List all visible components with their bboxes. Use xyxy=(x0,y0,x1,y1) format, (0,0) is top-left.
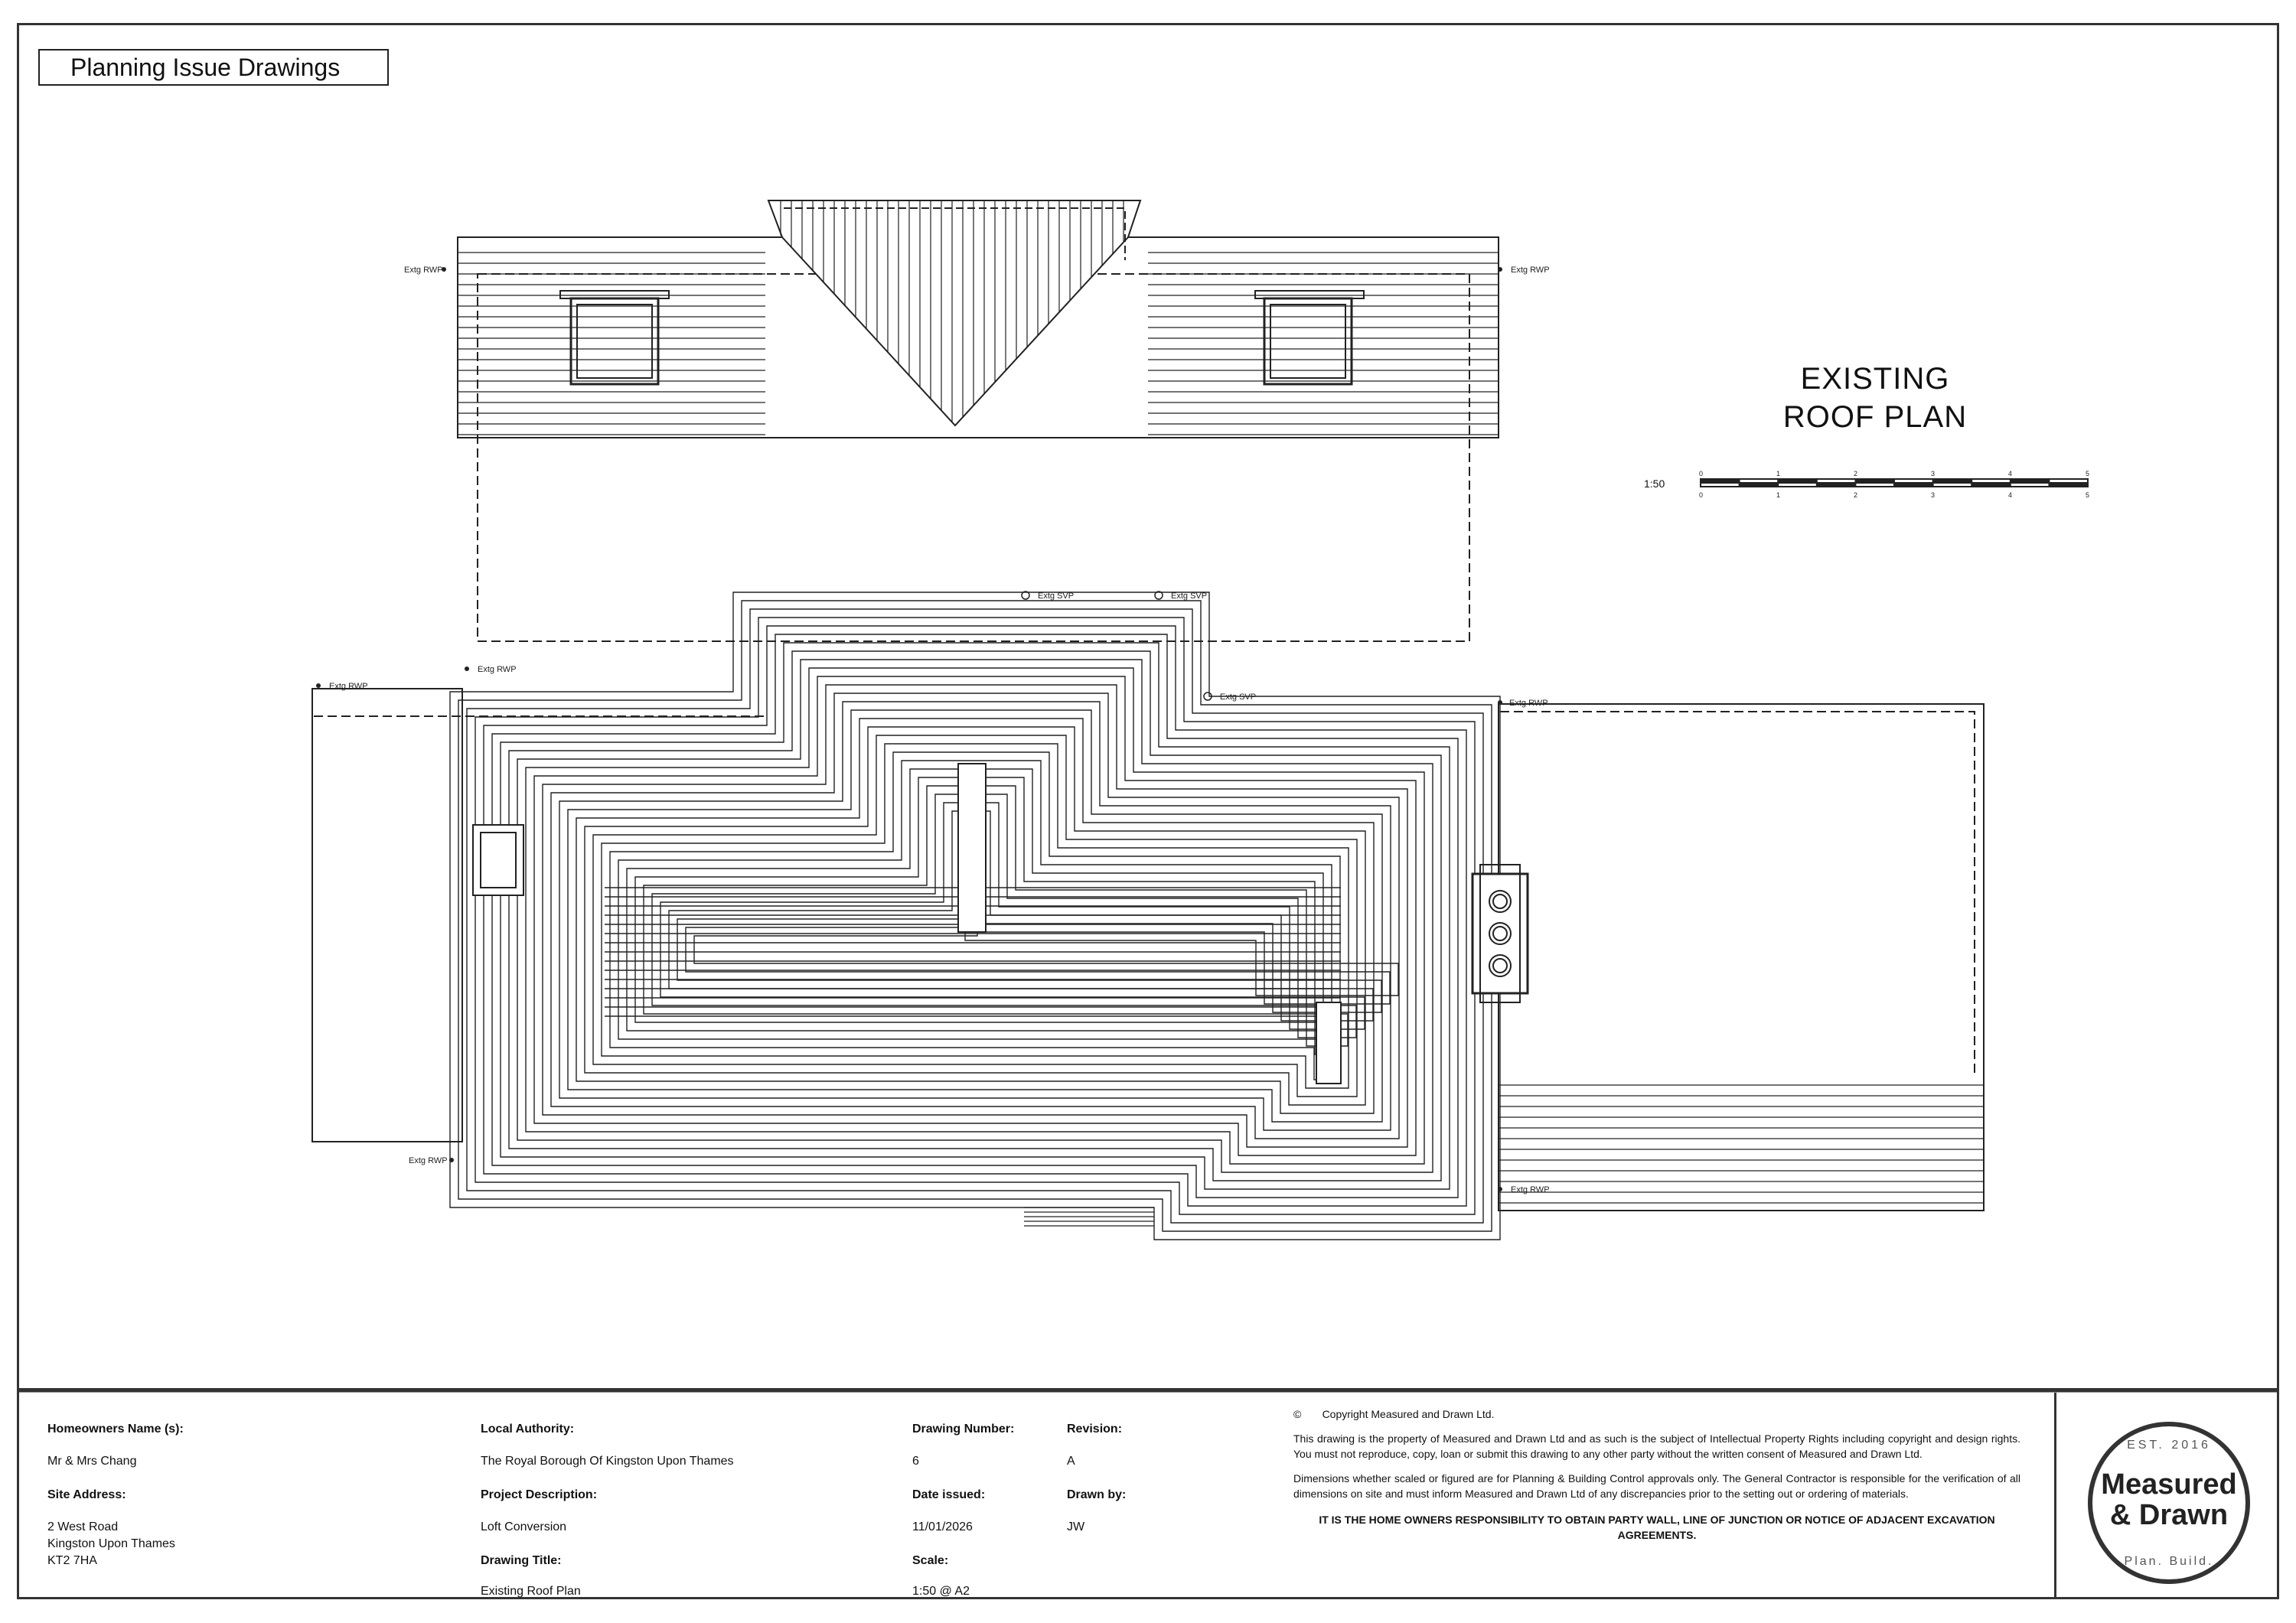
scale-tick-top: 2 xyxy=(1854,470,1858,477)
scale-tick-bottom: 0 xyxy=(1699,491,1704,499)
scale-field-label: Scale: xyxy=(912,1554,949,1567)
site-address-line-1: 2 West Road xyxy=(47,1520,119,1533)
revision-label: Revision: xyxy=(1067,1423,1123,1436)
rwp-label-1: Extg RWP xyxy=(404,266,443,275)
plan-title-line2: ROOF PLAN xyxy=(1782,400,1968,434)
scale-tick-bottom: 4 xyxy=(2008,491,2013,499)
drawing-title-label: Drawing Title: xyxy=(481,1554,562,1567)
property-notice: This drawing is the property of Measured and Drawn Ltd and as such is the subject of Intellectual Property Rights including copyright and design rights. You must not reproduce, copy, loan or submit this drawing to any other party without the written consent of Measured and Drawn Ltd. xyxy=(1293,1432,2020,1460)
site-address-line-2: Kingston Upon Thames xyxy=(47,1537,175,1550)
scale-tick-top: 5 xyxy=(2086,470,2090,477)
date-issued-value: 11/01/2026 xyxy=(912,1520,973,1533)
scale-tick-bottom: 1 xyxy=(1776,491,1781,499)
rwp-label-5: Extg RWP xyxy=(1509,699,1548,708)
site-address-label: Site Address: xyxy=(47,1488,126,1501)
drawn-by-label: Drawn by: xyxy=(1067,1488,1127,1501)
scale-tick-top: 1 xyxy=(1776,470,1781,477)
svp-label-1: Extg SVP xyxy=(1038,592,1075,601)
svp-label-2: Extg SVP xyxy=(1171,592,1208,601)
drawn-by-value: JW xyxy=(1067,1520,1085,1533)
scale-tick-top: 3 xyxy=(1931,470,1936,477)
site-address-line-3: KT2 7HA xyxy=(47,1554,97,1567)
scale-tick-bottom: 3 xyxy=(1931,491,1936,499)
rwp-label-3: Extg RWP xyxy=(329,682,368,691)
rwp-label-2: Extg RWP xyxy=(1511,266,1550,275)
project-description-label: Project Description: xyxy=(481,1488,598,1501)
homeowners-value: Mr & Mrs Chang xyxy=(47,1455,137,1468)
dimensions-notice: Dimensions whether scaled or figured are for Planning & Building Control approvals only. The General Contractor is responsible for the verification of all dimensions on site and must inform Measured and Drawn Ltd of any discrepancies prior to the setting out or ordering of materials. xyxy=(1293,1472,2020,1500)
rwp-label-6: Extg RWP xyxy=(409,1156,448,1165)
scale-tick-top: 4 xyxy=(2008,470,2013,477)
local-authority-label: Local Authority: xyxy=(481,1423,575,1436)
project-description-value: Loft Conversion xyxy=(481,1520,567,1533)
scale-bar-label: 1:50 xyxy=(1644,477,1665,490)
revision-value: A xyxy=(1067,1455,1075,1468)
homeowners-label: Homeowners Name (s): xyxy=(47,1423,184,1436)
date-issued-label: Date issued: xyxy=(912,1488,986,1501)
copyright-text: Copyright Measured and Drawn Ltd. xyxy=(1322,1408,1495,1420)
copyright-symbol: © xyxy=(1293,1408,1302,1420)
scale-tick-bottom: 2 xyxy=(1854,491,1858,499)
scale-tick-bottom: 5 xyxy=(2086,491,2090,499)
logo-name-line2: & Drawn xyxy=(2109,1499,2229,1531)
rwp-label-7: Extg RWP xyxy=(1511,1185,1550,1194)
logo-name-line1: Measured xyxy=(2101,1468,2237,1501)
stamp-label: Planning Issue Drawings xyxy=(70,53,341,81)
svp-label-3: Extg SVP xyxy=(1220,693,1257,702)
logo-tagline: Plan. Build. xyxy=(2124,1555,2214,1568)
logo-est: EST. 2016 xyxy=(2127,1439,2211,1452)
responsibility-notice: IT IS THE HOME OWNERS RESPONSIBILITY TO OBTAIN PARTY WALL, LINE OF JUNCTION OR NOTICE OF ADJACENT EXCAVATION AGREEMENTS. xyxy=(1319,1514,1995,1541)
drawing-number-value: 6 xyxy=(912,1455,919,1468)
rwp-label-4: Extg RWP xyxy=(478,665,517,674)
plan-title-line1: EXISTING xyxy=(1800,362,1950,396)
drawing-number-label: Drawing Number: xyxy=(912,1423,1015,1436)
scale-field-value: 1:50 @ A2 xyxy=(912,1585,970,1598)
scale-tick-top: 0 xyxy=(1699,470,1704,477)
local-authority-value: The Royal Borough Of Kingston Upon Thames xyxy=(481,1455,734,1468)
drawing-title-value: Existing Roof Plan xyxy=(481,1585,581,1598)
